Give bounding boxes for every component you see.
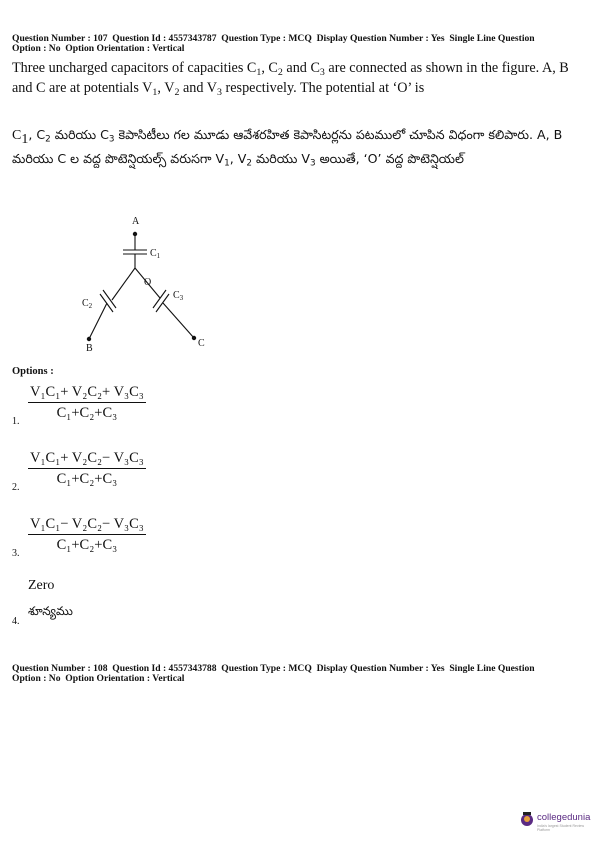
- option-3-denominator: C₁+C₂+C₃: [56, 537, 118, 553]
- option-4-telugu[interactable]: శూన్యము: [28, 604, 73, 618]
- question-107-header: Question Number : 107 Question Id : 4557343787 Question Type : MCQ Display Question Number : Yes Single Line Question: [12, 33, 535, 44]
- capacitor-circuit-diagram: [60, 208, 260, 358]
- wire-b-top: [112, 268, 135, 300]
- label-c1: $C_1$: [150, 248, 161, 260]
- option-3-numerator: V₁C₁− V₂C₂− V₃C₃: [28, 516, 146, 535]
- label-c2: $C_2$: [82, 298, 93, 310]
- wire-c-bottom: [163, 303, 194, 338]
- option-3-expression[interactable]: [28, 516, 146, 554]
- option-1-denominator: C₁+C₂+C₃: [56, 405, 118, 421]
- option-2-number: 2.: [12, 482, 20, 493]
- option-1-expression[interactable]: [28, 384, 146, 422]
- options-title: Options :: [12, 366, 54, 377]
- question-108-option-info: Option : No Option Orientation : Vertical: [12, 673, 185, 684]
- label-o: O: [144, 277, 152, 288]
- label-c: C: [198, 338, 205, 349]
- question-107-option-info: Option : No Option Orientation : Vertical: [12, 43, 185, 54]
- question-108-header: Question Number : 108 Question Id : 4557343788 Question Type : MCQ Display Question Number : Yes Single Line Question: [12, 663, 535, 674]
- label-c3: $C_3$: [173, 290, 184, 302]
- option-4-english[interactable]: Zero: [28, 578, 55, 593]
- option-1-numerator: V₁C₁+ V₂C₂+ V₃C₃: [28, 384, 146, 403]
- question-text-english: Three uncharged capacitors of capacities $C_1$, $C_2$ and $C_3$ are connected as shown in the figure. A, B and C are at potentials $V_1$, $V_2$ and $V_3$ respectively. The potential at ‘O’ is: [12, 60, 569, 98]
- option-2-numerator: V₁C₁+ V₂C₂− V₃C₃: [28, 450, 146, 469]
- label-a: A: [132, 216, 140, 227]
- option-3-number: 3.: [12, 548, 20, 559]
- node-b-dot: [87, 337, 91, 341]
- option-4-number: 4.: [12, 616, 20, 627]
- question-text-telugu: $C_1$, $C_2$ మరియు $C_3$ కెపాసిటీలు గల మూడు ఆవేశరహిత కెపాసిటర్లను పటములో చూపిన విధంగా కలిపారు. A, B మరియు C ల వద్ద పొటెన్షియల్స్ వరుసగా $V_1$, $V_2$ మరియు $V_3$ అయితే, ‘O’ వద్ద పొటెన్షియల్: [12, 127, 563, 169]
- label-b: B: [86, 343, 93, 354]
- node-c-dot: [192, 336, 196, 340]
- option-2-denominator: C₁+C₂+C₃: [56, 471, 118, 487]
- logo-tagline: India's largest Student Review Platform: [537, 824, 584, 832]
- option-1-number: 1.: [12, 416, 20, 427]
- logo-text: collegedunia: [537, 812, 591, 823]
- c3-plate-2: [156, 294, 169, 312]
- option-2-expression[interactable]: [28, 450, 146, 488]
- c2-plate-1: [103, 290, 116, 308]
- node-a-dot: [133, 232, 137, 236]
